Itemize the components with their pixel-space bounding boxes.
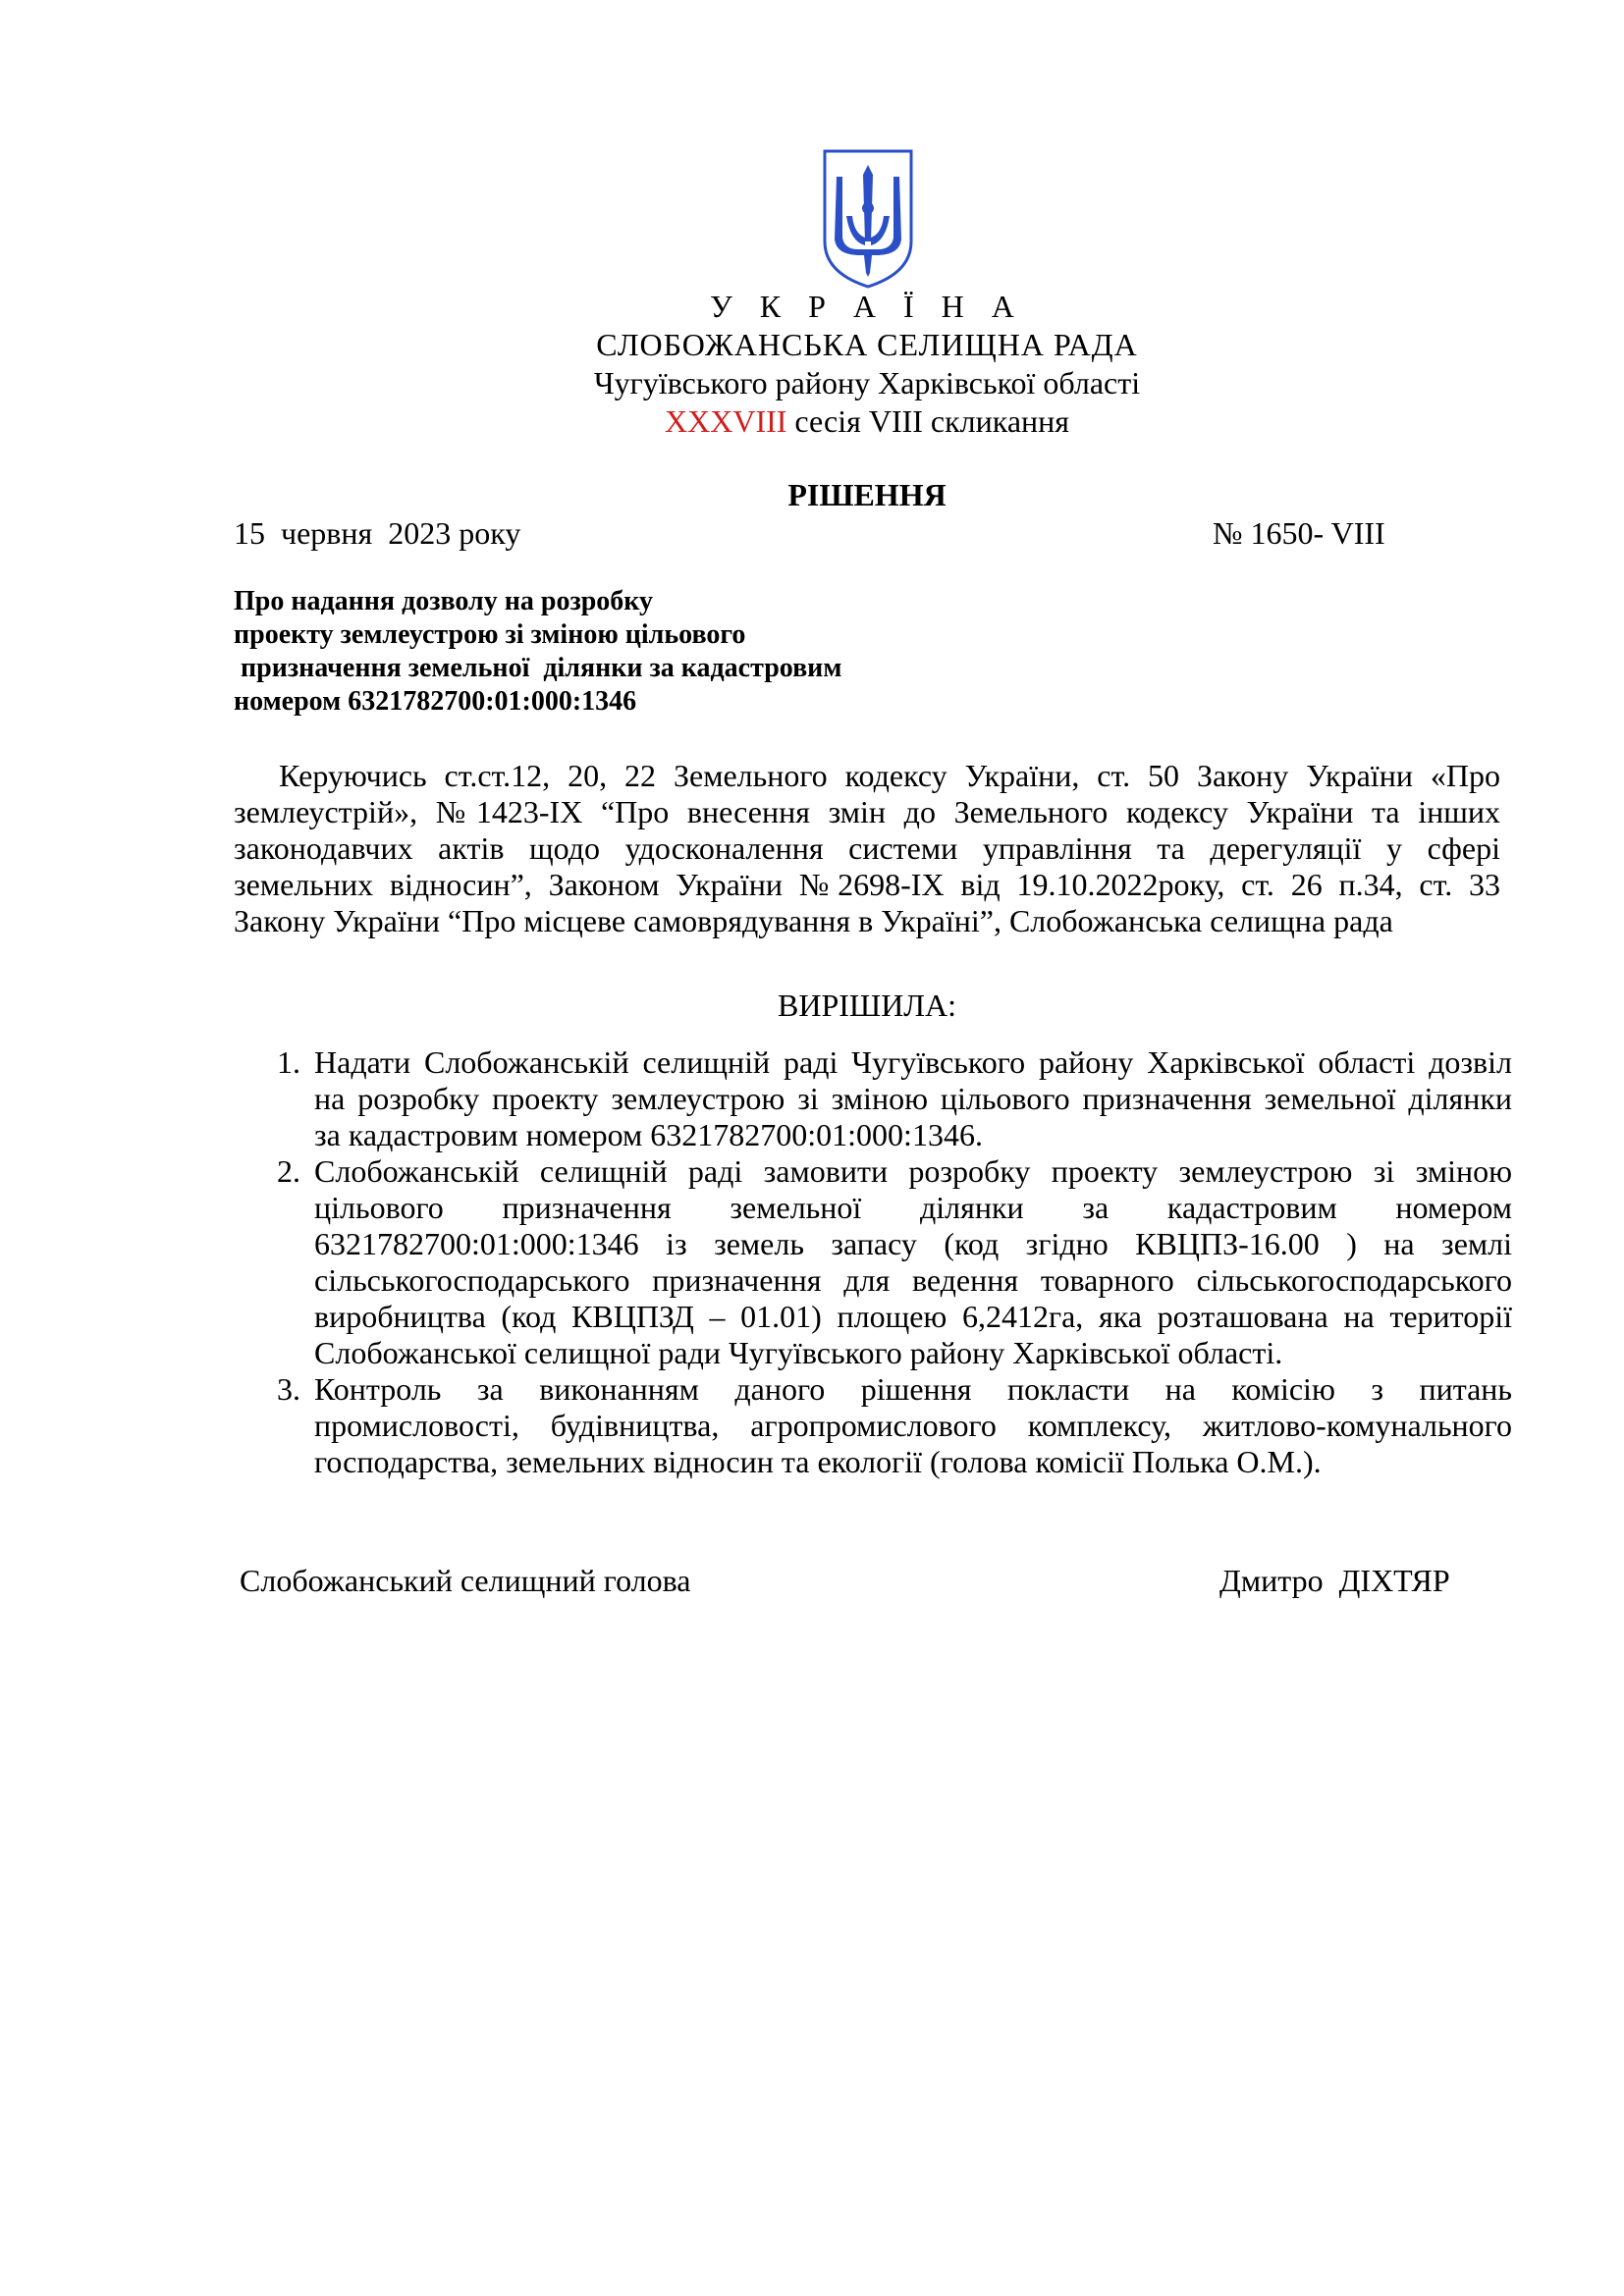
item-line: Надати Слобожанській селищній раді Чугуївського району Харківської області дозвіл	[314, 1044, 1512, 1080]
item-line: цільового призначення земельної ділянки за кадастровим номером	[314, 1190, 1512, 1225]
session-text: сесія VIII скликання	[786, 403, 1069, 439]
preamble-line: землеустрій», №1423-IX “Про внесення змін до Земельного кодексу України та інших	[234, 794, 1500, 829]
preamble-line: Керуючись ст.ст.12, 20, 22 Земельного кодексу України, ст. 50 Закону України «Про	[279, 758, 1500, 793]
list-item	[265, 1371, 1512, 1480]
item-line: промисловості, будівництва, агропромислового комплексу, житлово-комунального	[314, 1408, 1512, 1443]
item-line: Слобожанській селищній раді замовити розробку проекту землеустрою зі зміною	[314, 1153, 1512, 1189]
decision-number: № 1650- VIII	[1213, 515, 1385, 551]
item-line: господарства, земельних відносин та екології (голова комісії Полька О.М.).	[314, 1444, 1322, 1479]
decision-title: РІШЕННЯ	[787, 477, 947, 512]
subject-line: номером 6321782700:01:000:1346	[234, 686, 637, 717]
item-line: виробництва (код КВЦПЗД – 01.01) площею 6,2412га, яка розташована на території	[314, 1299, 1512, 1334]
item-line: на розробку проекту землеустрою зі зміною цільового призначення земельної ділянки	[314, 1081, 1512, 1116]
preamble-line: земельних відносин”, Законом України №2698-IX від 19.10.2022року, ст. 26 п.34, ст. 33	[234, 867, 1500, 902]
decision-date: 15 червня 2023 року	[234, 515, 521, 551]
district-heading: Чугуївського району Харківської області	[593, 365, 1141, 400]
session-heading	[55, 401, 1624, 441]
decision-items-list	[265, 1044, 1512, 1480]
preamble-line: законодавчих актів щодо удосконалення системи управління та дерегуляції у сфері	[234, 830, 1500, 866]
decision-subject	[234, 585, 1000, 719]
item-line: Слобожанської селищної ради Чугуївського району Харківської області.	[314, 1335, 1283, 1370]
item-line: сільськогосподарського призначення для ведення товарного сільськогосподарського	[314, 1262, 1512, 1298]
resolved-heading: ВИРІШИЛА:	[778, 988, 956, 1023]
subject-line: призначення земельної ділянки за кадастровим	[234, 653, 842, 683]
item-line: Контроль за виконанням даного рішення покласти на комісію з питань	[314, 1371, 1512, 1407]
subject-line: Про надання дозволу на розробку	[234, 586, 654, 616]
item-number: 1.	[277, 1044, 300, 1080]
country-heading: У К Р А Ї Н А	[710, 289, 1024, 324]
preamble-paragraph	[234, 758, 1500, 939]
preamble-line: Закону України “Про місцеве самоврядування в Україні”, Слобожанська селищна рада	[234, 903, 1393, 938]
list-item	[265, 1044, 1512, 1153]
subject-line: проекту землеустрою зі зміною цільового	[234, 619, 746, 650]
signatory-position: Слобожанський селищний голова	[240, 1563, 691, 1598]
list-item	[265, 1153, 1512, 1371]
council-heading: СЛОБОЖАНСЬКА СЕЛИЩНА РАДА	[596, 327, 1138, 362]
signatory-name: Дмитро ДІХТЯР	[1219, 1563, 1450, 1598]
item-number: 3.	[277, 1371, 300, 1407]
item-number: 2.	[277, 1153, 300, 1189]
session-number: XXXVIII	[665, 403, 787, 439]
tryzub-emblem-icon	[821, 147, 915, 291]
item-line: 6321782700:01:000:1346 із земель запасу (код згідно КВЦПЗ-16.00 ) на землі	[314, 1226, 1512, 1261]
item-line: за кадастровим номером 6321782700:01:000:1346.	[314, 1117, 983, 1152]
